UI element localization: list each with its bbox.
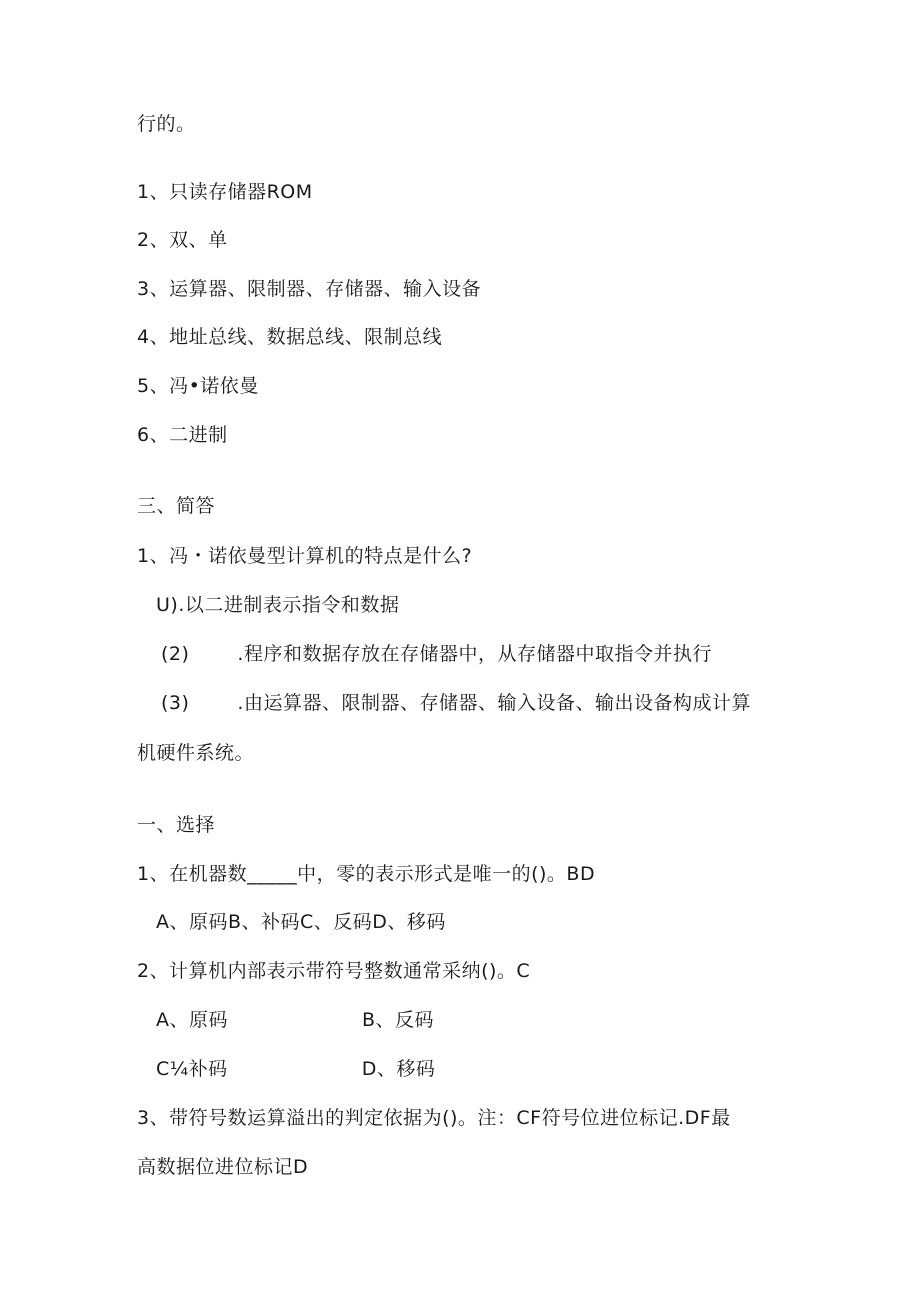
choice-question-2-options-row-2 <box>156 1057 435 1081</box>
choice-question-3-continuation: 高数据位进位标记D <box>137 1156 309 1178</box>
choice-question-2-options-row-1 <box>156 1008 434 1032</box>
option-b: B、反码 <box>362 1009 435 1031</box>
answer-point-2 <box>161 642 712 666</box>
section-heading-short-answer: 三、简答 <box>137 495 216 517</box>
choice-question-3: 3、带符号数运算溢出的判定依据为()。注：CF符号位进位标记.DF最 <box>137 1107 731 1129</box>
option-a: A、原码 <box>156 1009 228 1031</box>
choice-question-2: 2、计算机内部表示带符号整数通常采纳()。C <box>137 960 531 982</box>
answer-point-2-text: .程序和数据存放在存储器中，从存储器中取指令并执行 <box>237 643 712 665</box>
answer-item-6: 6、二进制 <box>137 424 228 446</box>
answer-point-3-text: .由运算器、限制器、存储器、输入设备、输出设备构成计算 <box>237 692 751 714</box>
answer-point-3-number: (3) <box>161 692 190 714</box>
answer-item-1: 1、只读存储器ROM <box>137 181 313 203</box>
answer-item-5: 5、冯•诺依曼 <box>137 375 259 397</box>
option-d: D、移码 <box>361 1058 436 1080</box>
section-heading-multiple-choice: 一、选择 <box>137 814 216 836</box>
text-line-continuation: 行的。 <box>137 113 196 135</box>
question-1: 1、冯・诺依曼型计算机的特点是什么? <box>137 545 473 567</box>
answer-item-2: 2、双、单 <box>137 229 228 251</box>
choice-question-1: 1、在机器数_____中，零的表示形式是唯一的()。BD <box>137 863 596 885</box>
answer-point-1: U).以二进制表示指令和数据 <box>156 594 400 616</box>
answer-point-3 <box>161 691 751 715</box>
answer-item-3: 3、运算器、限制器、存储器、输入设备 <box>137 278 482 300</box>
answer-point-2-number: (2) <box>161 643 190 665</box>
option-c: C¼补码 <box>156 1058 228 1080</box>
choice-question-1-options: A、原码B、补码C、反码D、移码 <box>156 911 446 933</box>
answer-point-3-continuation: 机硬件系统。 <box>137 742 255 764</box>
answer-item-4: 4、地址总线、数据总线、限制总线 <box>137 326 443 348</box>
